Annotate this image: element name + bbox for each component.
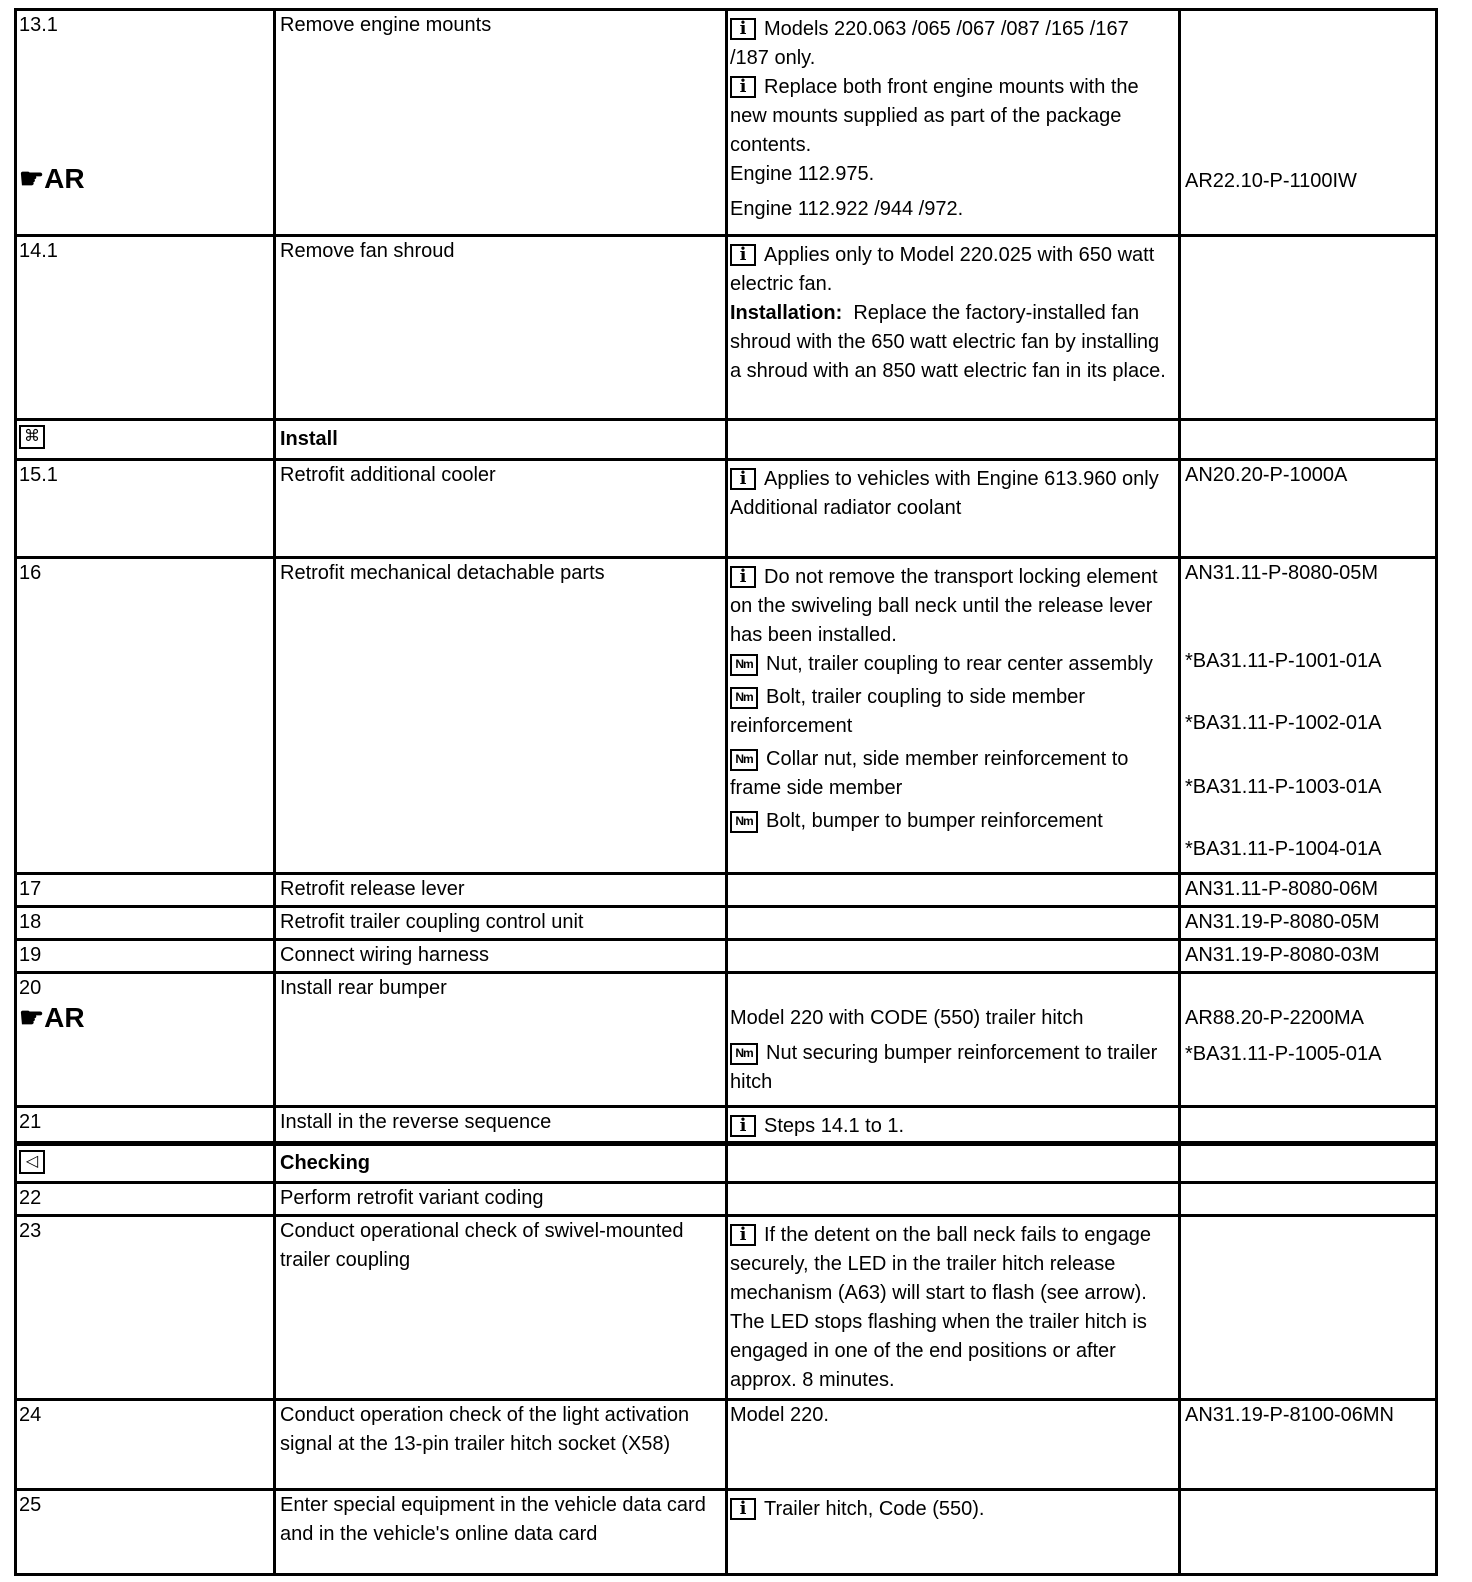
table-row (17, 461, 1435, 559)
step-number: 17 (19, 878, 42, 900)
pointing-hand-icon: ☛ (19, 163, 45, 194)
step-number: 22 (19, 1187, 42, 1209)
reference-cell (1178, 875, 1435, 905)
task-cell (273, 1491, 725, 1573)
info-icon: i (730, 18, 756, 40)
step-cell (17, 421, 273, 458)
note: i Replace both front engine mounts with the new mounts supplied as part of the package contents. (730, 76, 1139, 156)
step-cell (17, 1217, 273, 1398)
reference-cell (1178, 1184, 1435, 1214)
step-cell (17, 1491, 273, 1573)
reference-cell (1178, 237, 1435, 418)
task-text: Retrofit mechanical detachable parts (280, 562, 605, 584)
work-steps-table (14, 8, 1438, 1576)
section-row (17, 1146, 1435, 1184)
ar-reference-icon: ☛AR (19, 163, 85, 194)
pointing-hand-icon: ☛ (19, 1002, 45, 1033)
torque-icon: Nm (730, 687, 758, 709)
note: Nm Collar nut, side member reinforcement to frame side member (730, 748, 1129, 799)
table-row (17, 974, 1435, 1108)
step-number: 21 (19, 1111, 42, 1133)
note: Engine 112.922 /944 /972. (730, 198, 964, 220)
notes-cell (725, 974, 1178, 1105)
reference-cell (1178, 421, 1435, 458)
step-number: 23 (19, 1220, 42, 1242)
info-icon: i (730, 244, 756, 266)
task-cell (273, 1217, 725, 1398)
reference-cell (1178, 1108, 1435, 1141)
task-text: Remove engine mounts (280, 14, 492, 36)
note: Model 220 with CODE (550) trailer hitch (730, 1007, 1084, 1029)
task-cell (273, 941, 725, 971)
table-row (17, 1184, 1435, 1217)
checking-icon: ◁ (19, 1150, 45, 1174)
table-row (17, 11, 1435, 237)
ar-reference-icon: ☛AR (19, 1002, 85, 1033)
step-cell (17, 1184, 273, 1214)
note: i If the detent on the ball neck fails to engage securely, the LED in the trailer hitch release mechanism (A63) will start to flash (see arrow). The LED stops flashing when the trailer hitch is engaged in one of the end positions or after approx. 8 minutes. (730, 1224, 1151, 1391)
step-number: 20 (19, 977, 42, 999)
notes-cell (725, 1146, 1178, 1181)
notes-cell (725, 941, 1178, 971)
reference-cell (1178, 1401, 1435, 1488)
note: Nm Bolt, bumper to bumper reinforcement (730, 807, 1172, 836)
task-text: Enter special equipment in the vehicle data card and in the vehicle's online data card (280, 1494, 706, 1545)
note: i Steps 14.1 to 1. (730, 1112, 1172, 1141)
reference-link[interactable]: *BA31.11-P-1005-01A (1185, 1043, 1382, 1065)
reference-cell (1178, 974, 1435, 1105)
task-text: Install in the reverse sequence (280, 1111, 552, 1133)
reference-link[interactable]: *BA31.11-P-1004-01A (1185, 838, 1382, 860)
step-cell (17, 11, 273, 234)
note: Nm Nut, trailer coupling to rear center assembly (730, 650, 1172, 679)
step-number: 19 (19, 944, 42, 966)
notes-cell (725, 237, 1178, 418)
reference-link[interactable]: AN31.19-P-8080-03M (1185, 944, 1380, 966)
step-number: 14.1 (19, 240, 58, 262)
reference-cell (1178, 11, 1435, 234)
reference-cell (1178, 1491, 1435, 1573)
step-cell (17, 1108, 273, 1141)
step-number: 25 (19, 1494, 42, 1516)
reference-link[interactable]: AN31.19-P-8080-05M (1185, 911, 1380, 933)
install-icon: ⌘ (19, 425, 45, 449)
task-cell (273, 974, 725, 1105)
step-cell (17, 1401, 273, 1488)
notes-cell (725, 11, 1178, 234)
task-text: Install rear bumper (280, 977, 447, 999)
reference-link[interactable]: AN20.20-P-1000A (1185, 464, 1348, 486)
task-cell (273, 1401, 725, 1488)
task-cell (273, 237, 725, 418)
reference-cell (1178, 559, 1435, 872)
note: i Models 220.063 /065 /067 /087 /165 /167 /187 only. (730, 18, 1129, 69)
step-cell (17, 941, 273, 971)
notes-cell (725, 1184, 1178, 1214)
step-cell (17, 461, 273, 556)
table-row (17, 559, 1435, 875)
table-row (17, 941, 1435, 974)
reference-link[interactable]: AR22.10-P-1100IW (1185, 170, 1357, 192)
table-row (17, 908, 1435, 941)
step-cell (17, 908, 273, 938)
notes-cell (725, 421, 1178, 458)
task-text: Retrofit additional cooler (280, 464, 496, 486)
reference-link[interactable]: AN31.19-P-8100-06MN (1185, 1404, 1394, 1426)
reference-link[interactable]: AN31.11-P-8080-06M (1185, 878, 1379, 900)
step-cell (17, 559, 273, 872)
step-number: 16 (19, 562, 42, 584)
note: Model 220. (730, 1404, 829, 1426)
note: Engine 112.975. (730, 163, 875, 185)
torque-icon: Nm (730, 1043, 758, 1065)
task-text: Connect wiring harness (280, 944, 489, 966)
table-row (17, 1108, 1435, 1146)
task-cell (273, 908, 725, 938)
task-cell (273, 1184, 725, 1214)
task-cell (273, 461, 725, 556)
step-number: 13.1 (19, 14, 58, 36)
note: i Trailer hitch, Code (550). (730, 1495, 1172, 1524)
info-icon: i (730, 566, 756, 588)
table-row (17, 1217, 1435, 1401)
step-number: 15.1 (19, 464, 58, 486)
reference-cell (1178, 461, 1435, 556)
table-row (17, 1401, 1435, 1491)
reference-link[interactable]: *BA31.11-P-1002-01A (1185, 712, 1382, 734)
table-row (17, 875, 1435, 908)
notes-cell (725, 1108, 1178, 1141)
task-text: Conduct operational check of swivel-mounted trailer coupling (280, 1220, 684, 1271)
step-cell (17, 1146, 273, 1181)
task-text: Perform retrofit variant coding (280, 1187, 544, 1209)
task-text: Remove fan shroud (280, 240, 455, 262)
task-cell (273, 1108, 725, 1141)
info-icon: i (730, 1224, 756, 1246)
reference-link[interactable]: *BA31.11-P-1001-01A (1185, 650, 1382, 672)
step-number: 18 (19, 911, 42, 933)
reference-link[interactable]: *BA31.11-P-1003-01A (1185, 776, 1382, 798)
note: i Applies to vehicles with Engine 613.960 only (730, 465, 1172, 494)
torque-icon: Nm (730, 654, 758, 676)
task-text: Retrofit trailer coupling control unit (280, 911, 584, 933)
task-cell (273, 875, 725, 905)
task-text: Conduct operation check of the light activation signal at the 13-pin trailer hitch socket (X58) (280, 1404, 690, 1455)
task-text: Retrofit release lever (280, 878, 465, 900)
table-row (17, 1491, 1435, 1573)
info-icon: i (730, 1115, 756, 1137)
info-icon: i (730, 1498, 756, 1520)
notes-cell (725, 875, 1178, 905)
note: i Do not remove the transport locking element on the swiveling ball neck until the release lever has been installed. (730, 566, 1158, 646)
step-cell (17, 875, 273, 905)
reference-cell (1178, 1217, 1435, 1398)
table-row (17, 237, 1435, 421)
note: Installation: Replace the factory-installed fan shroud with the 650 watt electric fan by installing a shroud with an 850 watt electric fan in its place. (730, 302, 1166, 382)
reference-link[interactable]: AN31.11-P-8080-05M (1185, 562, 1379, 584)
reference-cell (1178, 941, 1435, 971)
reference-link[interactable]: AR88.20-P-2200MA (1185, 1007, 1364, 1029)
section-title: Install (273, 421, 725, 458)
section-title: Checking (273, 1146, 725, 1181)
note: i Applies only to Model 220.025 with 650 watt electric fan. (730, 244, 1155, 295)
torque-icon: Nm (730, 811, 758, 833)
notes-cell (725, 1401, 1178, 1488)
section-row (17, 421, 1435, 461)
step-cell (17, 237, 273, 418)
info-icon: i (730, 468, 756, 490)
info-icon: i (730, 76, 756, 98)
reference-cell (1178, 1146, 1435, 1181)
torque-icon: Nm (730, 749, 758, 771)
notes-cell (725, 1217, 1178, 1398)
note: Nm Nut securing bumper reinforcement to trailer hitch (730, 1042, 1158, 1093)
note: Nm Bolt, trailer coupling to side member reinforcement (730, 686, 1086, 737)
notes-cell (725, 908, 1178, 938)
notes-cell (725, 1491, 1178, 1573)
task-cell (273, 559, 725, 872)
note: Additional radiator coolant (730, 497, 962, 519)
step-number: 24 (19, 1404, 42, 1426)
step-cell (17, 974, 273, 1105)
notes-cell (725, 559, 1178, 872)
reference-cell (1178, 908, 1435, 938)
task-cell (273, 11, 725, 234)
notes-cell (725, 461, 1178, 556)
